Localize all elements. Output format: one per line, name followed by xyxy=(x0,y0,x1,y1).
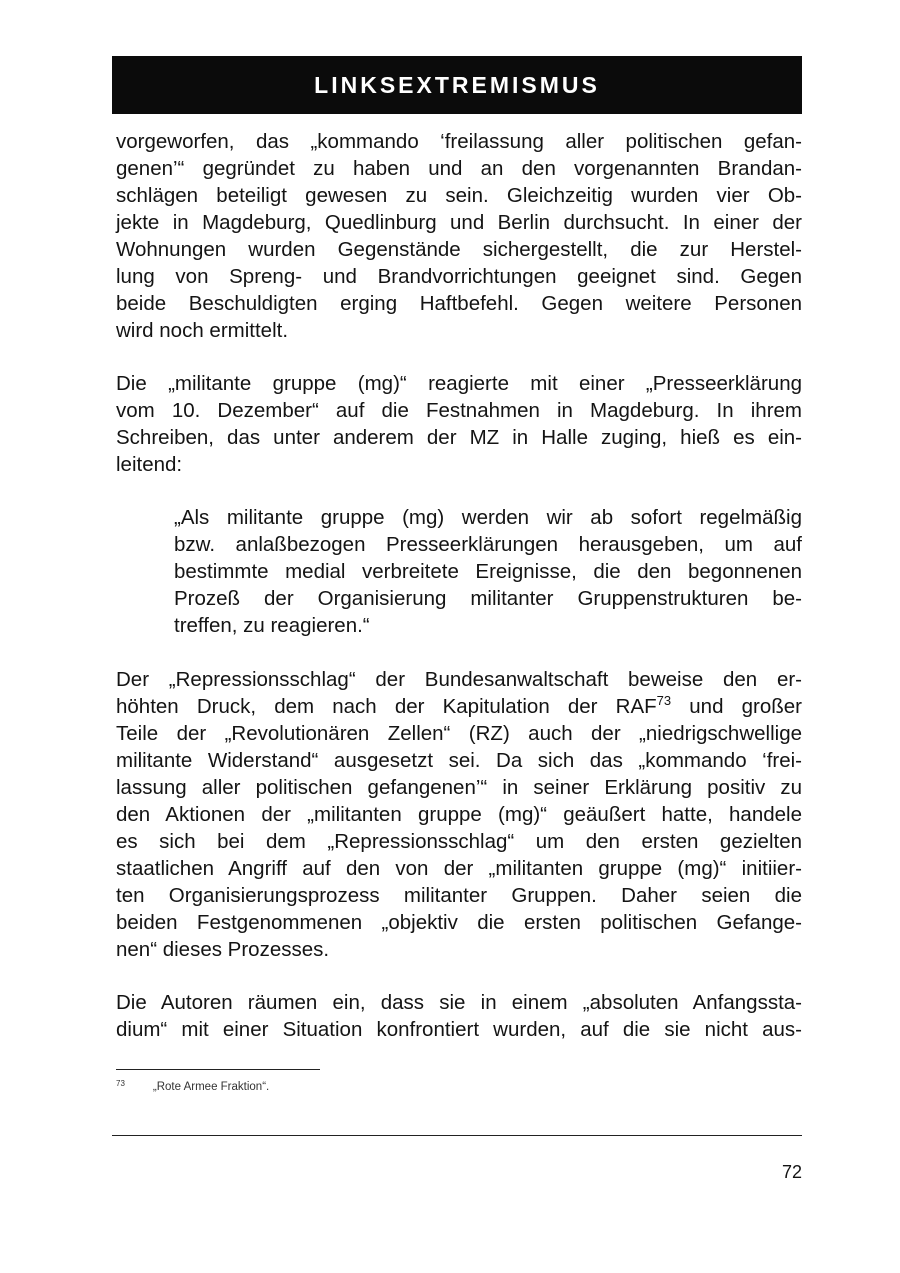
body-text xyxy=(116,128,802,1069)
quote-line: treffen, zu reagieren.“ xyxy=(174,614,370,637)
text-line: den Aktionen der „militanten gruppe (mg)“ geäußert hatte, handele xyxy=(116,803,802,826)
block-quote xyxy=(174,504,802,639)
page-number: 72 xyxy=(781,1162,802,1182)
section-header xyxy=(112,56,802,114)
page-footer-divider xyxy=(112,1135,802,1136)
text-line: schlägen beteiligt gewesen zu sein. Gleichzeitig wurden vier Ob- xyxy=(116,184,802,207)
text-line: jekte in Magdeburg, Quedlinburg und Berlin durchsucht. In einer der xyxy=(116,211,802,234)
text-line: lung von Spreng- und Brandvorrichtungen geeignet sind. Gegen xyxy=(116,265,802,288)
text-line: es sich bei dem „Repressionsschlag“ um den ersten gezielten xyxy=(116,830,802,853)
footnote xyxy=(116,1079,269,1093)
text-line: dium“ mit einer Situation konfrontiert wurden, auf die sie nicht aus- xyxy=(116,1018,802,1041)
text-line: Schreiben, das unter anderem der MZ in Halle zuging, hieß es ein- xyxy=(116,426,802,449)
text-line xyxy=(116,693,802,720)
text-line: Teile der „Revolutionären Zellen“ (RZ) auch der „niedrigschwellige xyxy=(116,722,802,745)
text-line: lassung aller politischen gefangenen’“ in seiner Erklärung positiv zu xyxy=(116,776,802,799)
text-line: beiden Festgenommenen „objektiv die ersten politischen Gefange- xyxy=(116,911,802,934)
text-line: militante Widerstand“ ausgesetzt sei. Da sich das „kommando ‘frei- xyxy=(116,749,802,772)
text-line: nen“ dieses Prozesses. xyxy=(116,938,330,961)
text-fragment: höhten Druck, dem nach der Kapitulation der RAF xyxy=(116,695,657,718)
section-title: LINKSEXTREMISMUS xyxy=(314,71,600,98)
footnote-reference: 73 xyxy=(656,693,672,708)
text-line: vorgeworfen, das „kommando ‘freilassung aller politischen gefan- xyxy=(116,130,802,153)
text-line: Wohnungen wurden Gegenstände sichergestellt, die zur Herstel- xyxy=(116,238,802,261)
text-line: Die „militante gruppe (mg)“ reagierte mit einer „Presseerklärung xyxy=(116,372,802,395)
footnote-marker: 73 xyxy=(116,1079,125,1088)
text-fragment: und großer xyxy=(671,695,802,718)
paragraph-2 xyxy=(116,370,802,478)
text-line: vom 10. Dezember“ auf die Festnahmen in Magdeburg. In ihrem xyxy=(116,399,802,422)
quote-line: bestimmte medial verbreitete Ereignisse, die den begonnenen xyxy=(174,560,802,583)
text-line: staatlichen Angriff auf den von der „militanten gruppe (mg)“ initiier- xyxy=(116,857,802,880)
text-line: wird noch ermittelt. xyxy=(116,319,289,342)
paragraph-4 xyxy=(116,989,802,1043)
quote-line: „Als militante gruppe (mg) werden wir ab sofort regelmäßig xyxy=(174,506,802,529)
text-line: Die Autoren räumen ein, dass sie in einem „absoluten Anfangssta- xyxy=(116,991,802,1014)
paragraph-3 xyxy=(116,666,802,963)
quote-line: bzw. anlaßbezogen Presseerklärungen herausgeben, um auf xyxy=(174,533,802,556)
footnote-text: „Rote Armee Fraktion“. xyxy=(152,1081,270,1093)
paragraph-1 xyxy=(116,128,802,344)
text-line: Der „Repressionsschlag“ der Bundesanwaltschaft beweise den er- xyxy=(116,668,802,691)
text-line: ten Organisierungsprozess militanter Gruppen. Daher seien die xyxy=(116,884,802,907)
quote-line: Prozeß der Organisierung militanter Gruppenstrukturen be- xyxy=(174,587,802,610)
footnote-divider xyxy=(116,1069,320,1070)
text-line: beide Beschuldigten erging Haftbefehl. Gegen weitere Personen xyxy=(116,292,802,315)
text-line: genen’“ gegründet zu haben und an den vorgenannten Brandan- xyxy=(116,157,802,180)
text-line: leitend: xyxy=(116,453,183,476)
